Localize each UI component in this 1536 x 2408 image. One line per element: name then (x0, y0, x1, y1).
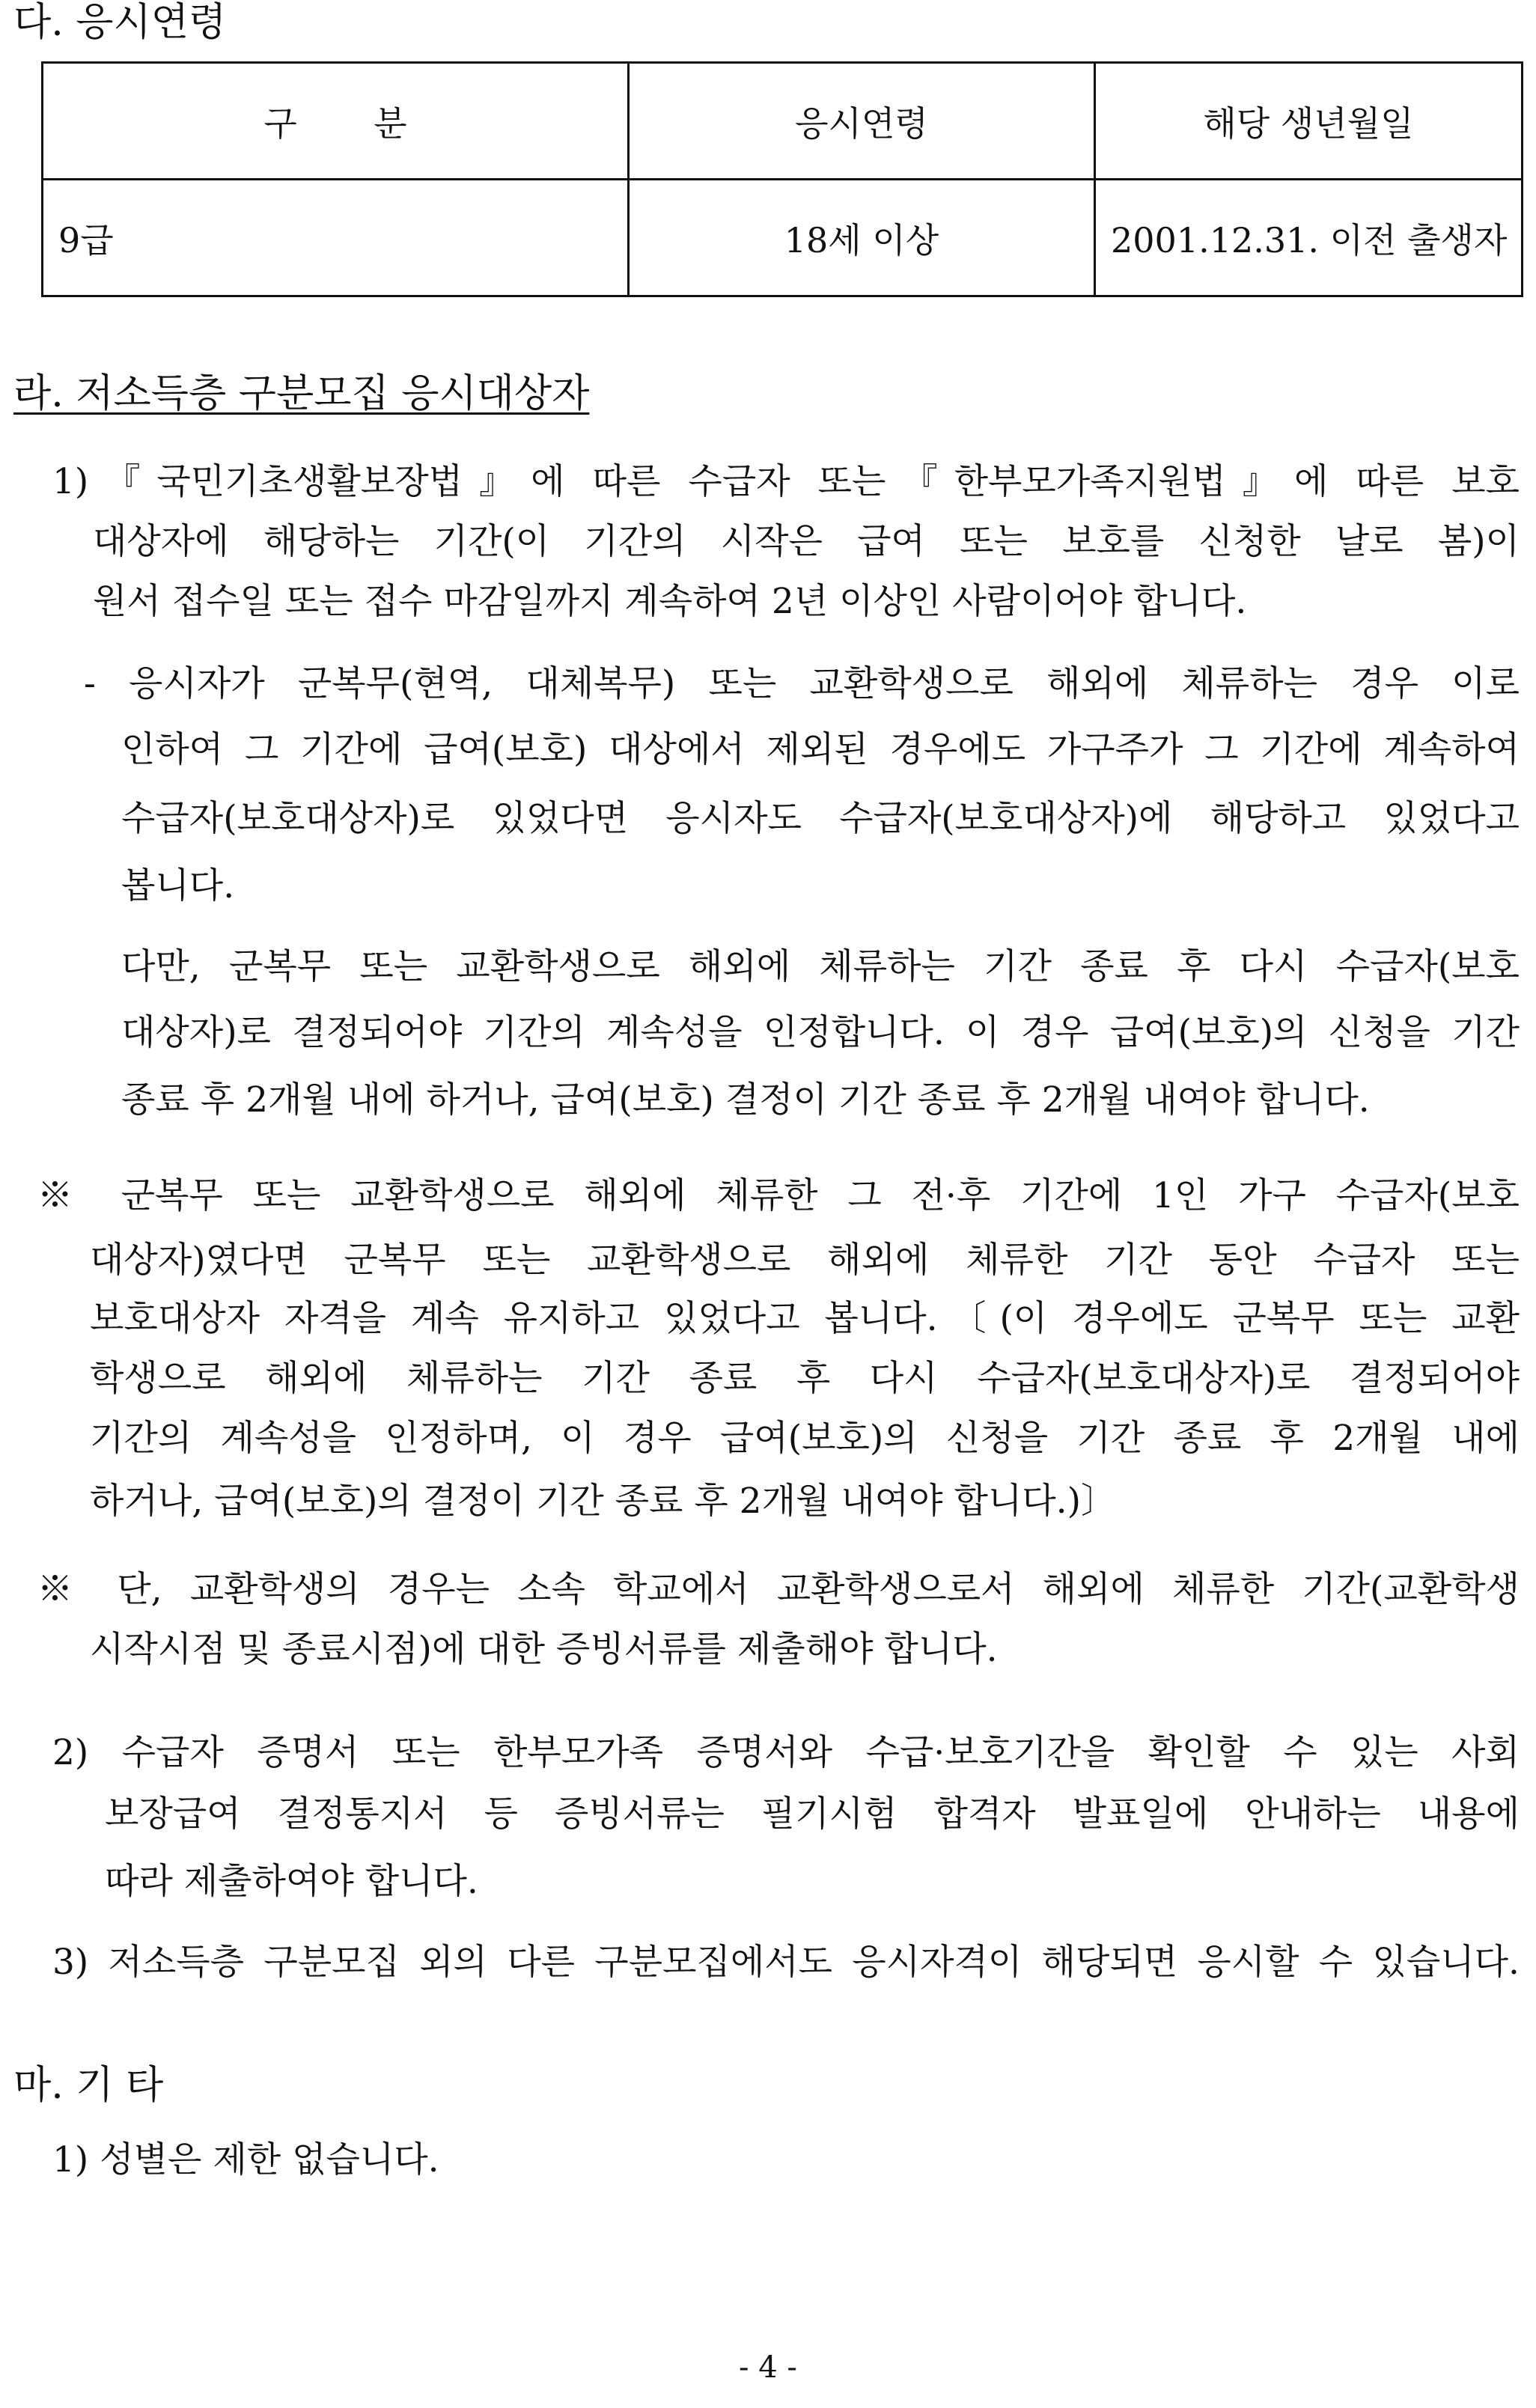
note-line: 대상자)였다면 군복무 또는 교환학생으로 해외에 체류한 기간 동안 수급자 또는 (90, 1240, 1520, 1281)
paragraph-line: 대상자)로 결정되어야 기간의 계속성을 인정합니다. 이 경우 급여(보호)의 신청을 기간 (121, 1012, 1520, 1053)
note-line: 보호대상자 자격을 계속 유지하고 있었다고 봅니다.〔(이 경우에도 군복무 또는 교환 (90, 1298, 1520, 1339)
section-heading-age: 다. 응시연령 (13, 0, 227, 45)
paragraph-line: - 응시자가 군복무(현역, 대체복무) 또는 교환학생으로 해외에 체류하는 경우 이로 (84, 663, 1520, 704)
paragraph-line: 대상자에 해당하는 기간(이 기간의 시작은 급여 또는 보호를 신청한 날로 봄)이 (93, 521, 1520, 562)
section-heading-other: 마. 기 타 (13, 2063, 164, 2108)
table-row (43, 180, 1523, 296)
note-line: 기간의 계속성을 인정하며, 이 경우 급여(보호)의 신청을 기간 종료 후 2개월 내에 (90, 1418, 1520, 1459)
paragraph-line: 1) 성별은 제한 없습니다. (52, 2139, 439, 2180)
paragraph-line: 인하여 그 기간에 급여(보호) 대상에서 제외된 경우에도 가구주가 그 기간에 계속하여 (121, 729, 1520, 770)
page-number: - 4 - (739, 2350, 797, 2385)
paragraph-line: 따라 제출하여야 합니다. (105, 1861, 478, 1902)
note-line: 시작시점 및 종료시점)에 대한 증빙서류를 제출해야 합니다. (90, 1629, 998, 1670)
paragraph-line: 수급자(보호대상자)로 있었다면 응시자도 수급자(보호대상자)에 해당하고 있었다고 (121, 798, 1520, 839)
table-header-category: 구 분 (43, 63, 629, 180)
table-header-birthdate: 해당 생년월일 (1095, 63, 1523, 180)
age-table (41, 61, 1523, 297)
table-header-age: 응시연령 (629, 63, 1095, 180)
paragraph-line: 다만, 군복무 또는 교환학생으로 해외에 체류하는 기간 종료 후 다시 수급자(보호 (121, 946, 1520, 987)
note-line: ※ 단, 교환학생의 경우는 소속 학교에서 교환학생으로서 해외에 체류한 기간(교환학생 (37, 1569, 1520, 1610)
table-cell-birthdate: 2001.12.31. 이전 출생자 (1095, 180, 1523, 296)
paragraph-line: 1)『국민기초생활보장법』에 따른 수급자 또는『한부모가족지원법』에 따른 보호 (52, 461, 1520, 502)
note-line: 학생으로 해외에 체류하는 기간 종료 후 다시 수급자(보호대상자)로 결정되어야 (90, 1358, 1520, 1399)
paragraph-line: 3) 저소득층 구분모집 외의 다른 구분모집에서도 응시자격이 해당되면 응시할 수 있습니다. (52, 1942, 1520, 1983)
note-line: 하거나, 급여(보호)의 결정이 기간 종료 후 2개월 내여야 합니다.)〕 (90, 1481, 1116, 1522)
table-header-row (43, 63, 1523, 180)
paragraph-line: 원서 접수일 또는 접수 마감일까지 계속하여 2년 이상인 사람이어야 합니다. (93, 581, 1247, 622)
note-line: ※ 군복무 또는 교환학생으로 해외에 체류한 그 전·후 기간에 1인 가구 수급자(보호 (37, 1175, 1520, 1216)
paragraph-line: 보장급여 결정통지서 등 증빙서류는 필기시험 합격자 발표일에 안내하는 내용에 (105, 1793, 1520, 1835)
paragraph-line: 봅니다. (121, 865, 235, 906)
section-heading-low-income: 라. 저소득층 구분모집 응시대상자 (13, 371, 590, 416)
table-cell-grade: 9급 (43, 180, 629, 296)
paragraph-line: 종료 후 2개월 내에 하거나, 급여(보호) 결정이 기간 종료 후 2개월 내여야 합니다. (121, 1079, 1370, 1121)
paragraph-line: 2) 수급자 증명서 또는 한부모가족 증명서와 수급·보호기간을 확인할 수 있는 사회 (52, 1732, 1520, 1773)
table-cell-age: 18세 이상 (629, 180, 1095, 296)
